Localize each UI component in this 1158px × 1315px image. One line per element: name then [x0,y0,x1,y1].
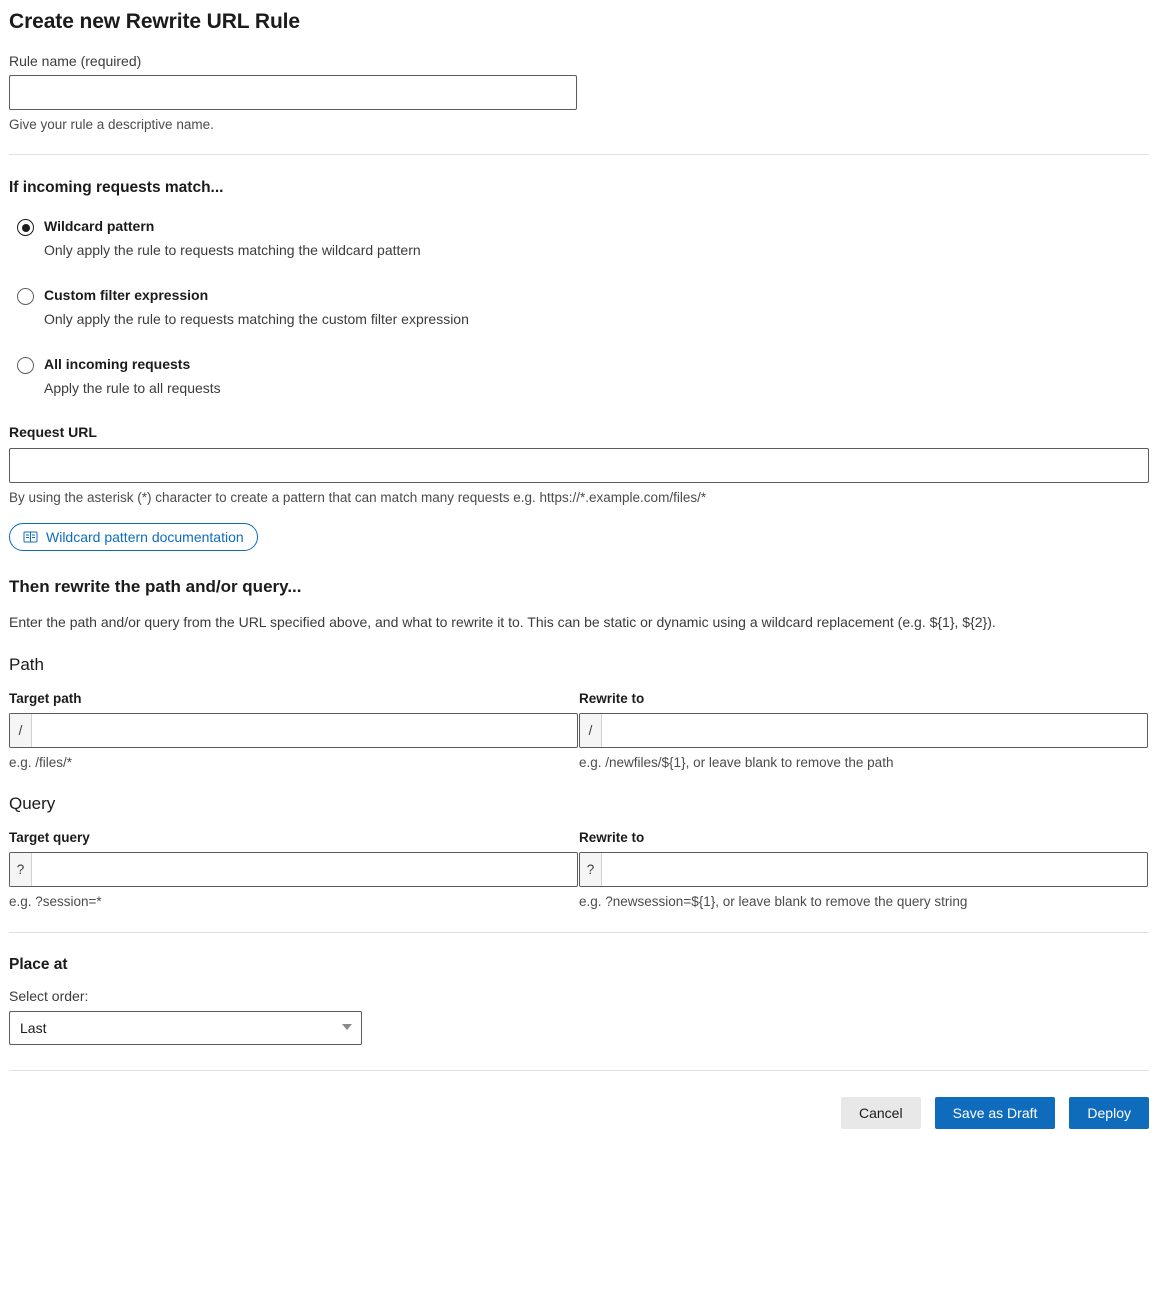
wildcard-pattern-documentation-link[interactable] [9,523,258,551]
cancel-button[interactable]: Cancel [841,1097,921,1129]
wildcard-pattern-documentation-label: Wildcard pattern documentation [46,529,244,545]
radio-label-custom-filter-expression: Custom filter expression [44,287,209,303]
radio-option-wildcard-pattern[interactable] [9,217,1149,259]
request-url-help: By using the asterisk (*) character to create a pattern that can match many requests e.g. https://*.example.com/files/* [9,490,707,505]
rule-name-label: Rule name (required) [9,53,142,69]
divider-top [9,154,1149,155]
save-as-draft-button[interactable]: Save as Draft [935,1097,1056,1129]
page-title: Create new Rewrite URL Rule [9,10,300,33]
radio-icon-wildcard-pattern[interactable] [17,219,34,236]
query-target-column [9,814,579,909]
path-rewrite-to-input[interactable] [602,714,1147,747]
rewrite-section-heading: Then rewrite the path and/or query... [9,577,302,596]
select-order-dropdown[interactable] [9,1011,362,1045]
target-query-prefix: ? [10,853,32,886]
request-url-label: Request URL [9,424,97,440]
query-rewrite-to-label: Rewrite to [579,830,645,845]
target-query-hint: e.g. ?session=* [9,894,102,909]
match-section-heading: If incoming requests match... [9,179,224,196]
divider-footer [9,1070,1149,1071]
request-url-input[interactable] [9,448,1149,483]
path-group-heading: Path [9,655,44,674]
select-order-label: Select order: [9,988,89,1004]
create-rewrite-url-rule-page [0,10,1158,1315]
rewrite-section-description: Enter the path and/or query from the URL specified above, and what to rewrite it to. This can be static or dynamic using a wildcard replacement (e.g. ${1}, ${2}). [9,614,996,630]
target-query-input[interactable] [32,853,577,886]
place-at-heading: Place at [9,956,68,973]
query-fields-row [9,814,1149,909]
target-path-label: Target path [9,691,82,706]
radio-icon-all-incoming-requests[interactable] [17,357,34,374]
target-path-input[interactable] [32,714,577,747]
path-fields-row [9,675,1149,770]
target-path-prefix: / [10,714,32,747]
query-rewrite-to-prefix: ? [580,853,602,886]
query-rewrite-column [579,814,1149,909]
path-rewrite-column [579,675,1149,770]
radio-desc-all-incoming-requests: Apply the rule to all requests [44,380,221,396]
radio-option-custom-filter-expression[interactable] [9,286,1149,328]
path-rewrite-to-field[interactable] [579,713,1148,748]
rule-name-help: Give your rule a descriptive name. [9,117,214,132]
radio-desc-custom-filter-expression: Only apply the rule to requests matching the custom filter expression [44,311,469,327]
divider-place-at [9,932,1149,933]
match-radio-group [9,217,1149,397]
target-query-label: Target query [9,830,90,845]
path-target-column [9,675,579,770]
path-rewrite-to-hint: e.g. /newfiles/${1}, or leave blank to remove the path [579,755,894,770]
action-buttons [9,1097,1149,1129]
query-rewrite-to-input[interactable] [602,853,1147,886]
select-order-wrapper[interactable] [9,1011,362,1045]
target-path-field[interactable] [9,713,578,748]
target-query-field[interactable] [9,852,578,887]
target-path-hint: e.g. /files/* [9,755,73,770]
query-group-heading: Query [9,794,56,813]
book-icon [23,530,38,544]
query-rewrite-to-field[interactable] [579,852,1148,887]
select-order-value: Last [20,1020,47,1036]
path-rewrite-to-label: Rewrite to [579,691,645,706]
radio-label-wildcard-pattern: Wildcard pattern [44,218,155,234]
path-rewrite-to-prefix: / [580,714,602,747]
chevron-down-icon[interactable] [342,1024,352,1030]
radio-icon-custom-filter-expression[interactable] [17,288,34,305]
radio-option-all-incoming-requests[interactable] [9,355,1149,397]
query-rewrite-to-hint: e.g. ?newsession=${1}, or leave blank to remove the query string [579,894,968,909]
deploy-button[interactable]: Deploy [1069,1097,1149,1129]
rule-name-input[interactable] [9,75,577,110]
radio-label-all-incoming-requests: All incoming requests [44,356,191,372]
radio-desc-wildcard-pattern: Only apply the rule to requests matching the wildcard pattern [44,242,421,258]
